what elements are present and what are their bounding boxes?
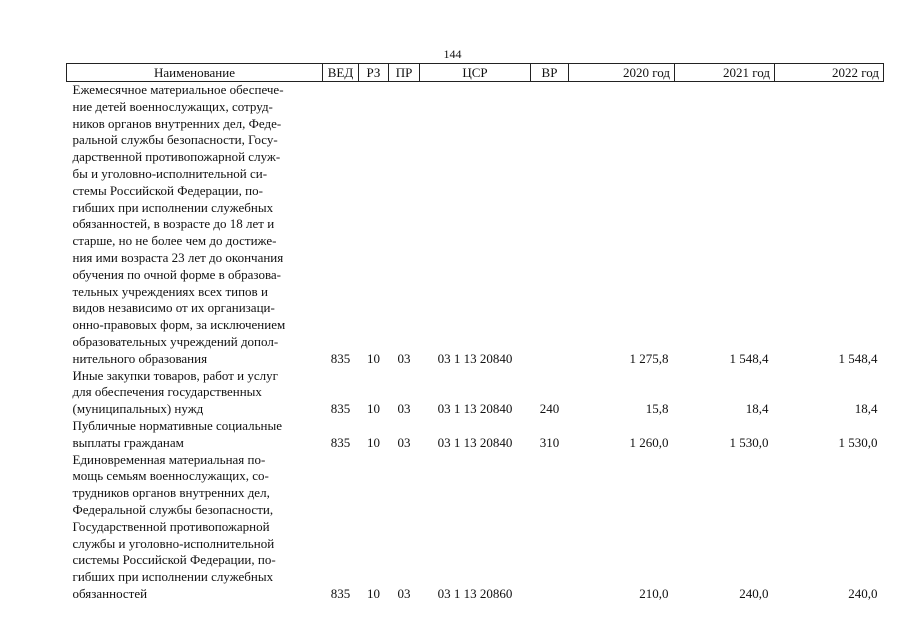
name-line: обучения по очной форме в образова- xyxy=(72,266,282,282)
cell-ved: 835 xyxy=(330,350,351,366)
cell-2021: 240,0 xyxy=(739,585,769,601)
header-csr: ЦСР xyxy=(420,64,531,82)
cell-csr: 03 1 13 20840 xyxy=(437,401,513,417)
name-line: службы и уголовно-исполнительной xyxy=(72,535,275,551)
cell-2020: 1 275,8 xyxy=(629,350,669,366)
cell-2022: 1 548,4 xyxy=(838,350,878,366)
cell-2021: 1 530,0 xyxy=(729,434,769,450)
cell-vr: 310 xyxy=(539,434,560,450)
table-row xyxy=(67,368,884,418)
name-line: стемы Российской Федерации, по- xyxy=(72,182,263,198)
name-line: тельных учреждениях всех типов и xyxy=(72,283,268,299)
cell-2020: 1 260,0 xyxy=(629,434,669,450)
page-number: 144 xyxy=(443,47,462,61)
header-name: Наименование xyxy=(67,64,323,82)
name-line: системы Российской Федерации, по- xyxy=(72,552,276,568)
cell-2022: 240,0 xyxy=(848,585,878,601)
header-2021: 2021 год xyxy=(675,64,775,82)
cell-name xyxy=(67,368,323,418)
name-line: Иные закупки товаров, работ и услуг xyxy=(72,367,278,383)
cell-pr: 03 xyxy=(397,401,411,417)
name-line: Федеральной службы безопасности, xyxy=(72,501,274,517)
cell-2020: 210,0 xyxy=(639,585,669,601)
cell-name xyxy=(67,82,323,368)
cell-vr: 240 xyxy=(539,401,560,417)
cell-vr xyxy=(531,452,569,603)
cell-pr: 03 xyxy=(397,434,411,450)
name-line: для обеспечения государственных xyxy=(72,384,262,400)
name-line: гибших при исполнении служебных xyxy=(72,569,274,585)
table-row xyxy=(67,452,884,603)
name-line: обязанностей, в возрасте до 18 лет и xyxy=(72,216,275,232)
header-2022: 2022 год xyxy=(775,64,884,82)
name-line: ральной службы безопасности, Госу- xyxy=(72,132,278,148)
name-line: мощь семьям военнослужащих, со- xyxy=(72,468,269,484)
cell-2020: 15,8 xyxy=(645,401,669,417)
cell-csr: 03 1 13 20840 xyxy=(437,434,513,450)
header-pr: ПР xyxy=(389,64,420,82)
name-line: гибших при исполнении служебных xyxy=(72,199,274,215)
table-row xyxy=(67,82,884,368)
cell-name xyxy=(67,452,323,603)
name-line: Ежемесячное материальное обеспече- xyxy=(72,82,284,97)
name-line: выплаты гражданам xyxy=(72,434,184,450)
cell-2022: 18,4 xyxy=(854,401,878,417)
table-row xyxy=(67,418,884,452)
header-vr: ВР xyxy=(531,64,569,82)
cell-pr: 03 xyxy=(397,350,411,366)
name-line: ние детей военнослужащих, сотруд- xyxy=(72,98,273,114)
name-line: нительного образования xyxy=(72,350,208,366)
cell-2022: 1 530,0 xyxy=(838,434,878,450)
name-line: (муниципальных) нужд xyxy=(72,401,204,417)
name-line: Публичные нормативные социальные xyxy=(72,417,282,433)
cell-ved: 835 xyxy=(330,401,351,417)
cell-2021: 18,4 xyxy=(745,401,769,417)
name-line: ников органов внутренних дел, Феде- xyxy=(72,115,282,131)
cell-ved: 835 xyxy=(330,585,351,601)
cell-csr: 03 1 13 20840 xyxy=(437,350,513,366)
cell-rz: 10 xyxy=(367,350,380,366)
name-line: бы и уголовно-исполнительной си- xyxy=(72,165,268,181)
header-rz: РЗ xyxy=(359,64,389,82)
name-line: старше, но не более чем до достиже- xyxy=(72,233,277,249)
cell-2021: 1 548,4 xyxy=(729,350,769,366)
name-line: Государственной противопожарной xyxy=(72,518,270,534)
cell-rz: 10 xyxy=(367,434,380,450)
name-line: образовательных учреждений допол- xyxy=(72,333,279,349)
budget-table xyxy=(66,63,884,603)
cell-rz: 10 xyxy=(367,585,380,601)
cell-pr: 03 xyxy=(397,585,411,601)
cell-vr xyxy=(531,82,569,368)
cell-ved: 835 xyxy=(330,434,351,450)
name-line: дарственной противопожарной служ- xyxy=(72,149,281,165)
cell-rz: 10 xyxy=(367,401,380,417)
header-2020: 2020 год xyxy=(569,64,675,82)
name-line: трудников органов внутренних дел, xyxy=(72,485,270,501)
name-line: ния ими возраста 23 лет до окончания xyxy=(72,249,284,265)
table-header xyxy=(67,64,884,82)
name-line: видов независимо от их организаци- xyxy=(72,300,275,316)
cell-csr: 03 1 13 20860 xyxy=(437,585,513,601)
name-line: онно-правовых форм, за исключением xyxy=(72,317,286,333)
header-ved: ВЕД xyxy=(323,64,359,82)
cell-name xyxy=(67,418,323,452)
name-line: обязанностей xyxy=(72,585,148,601)
name-line: Единовременная материальная по- xyxy=(72,451,266,467)
table-body xyxy=(67,82,884,603)
